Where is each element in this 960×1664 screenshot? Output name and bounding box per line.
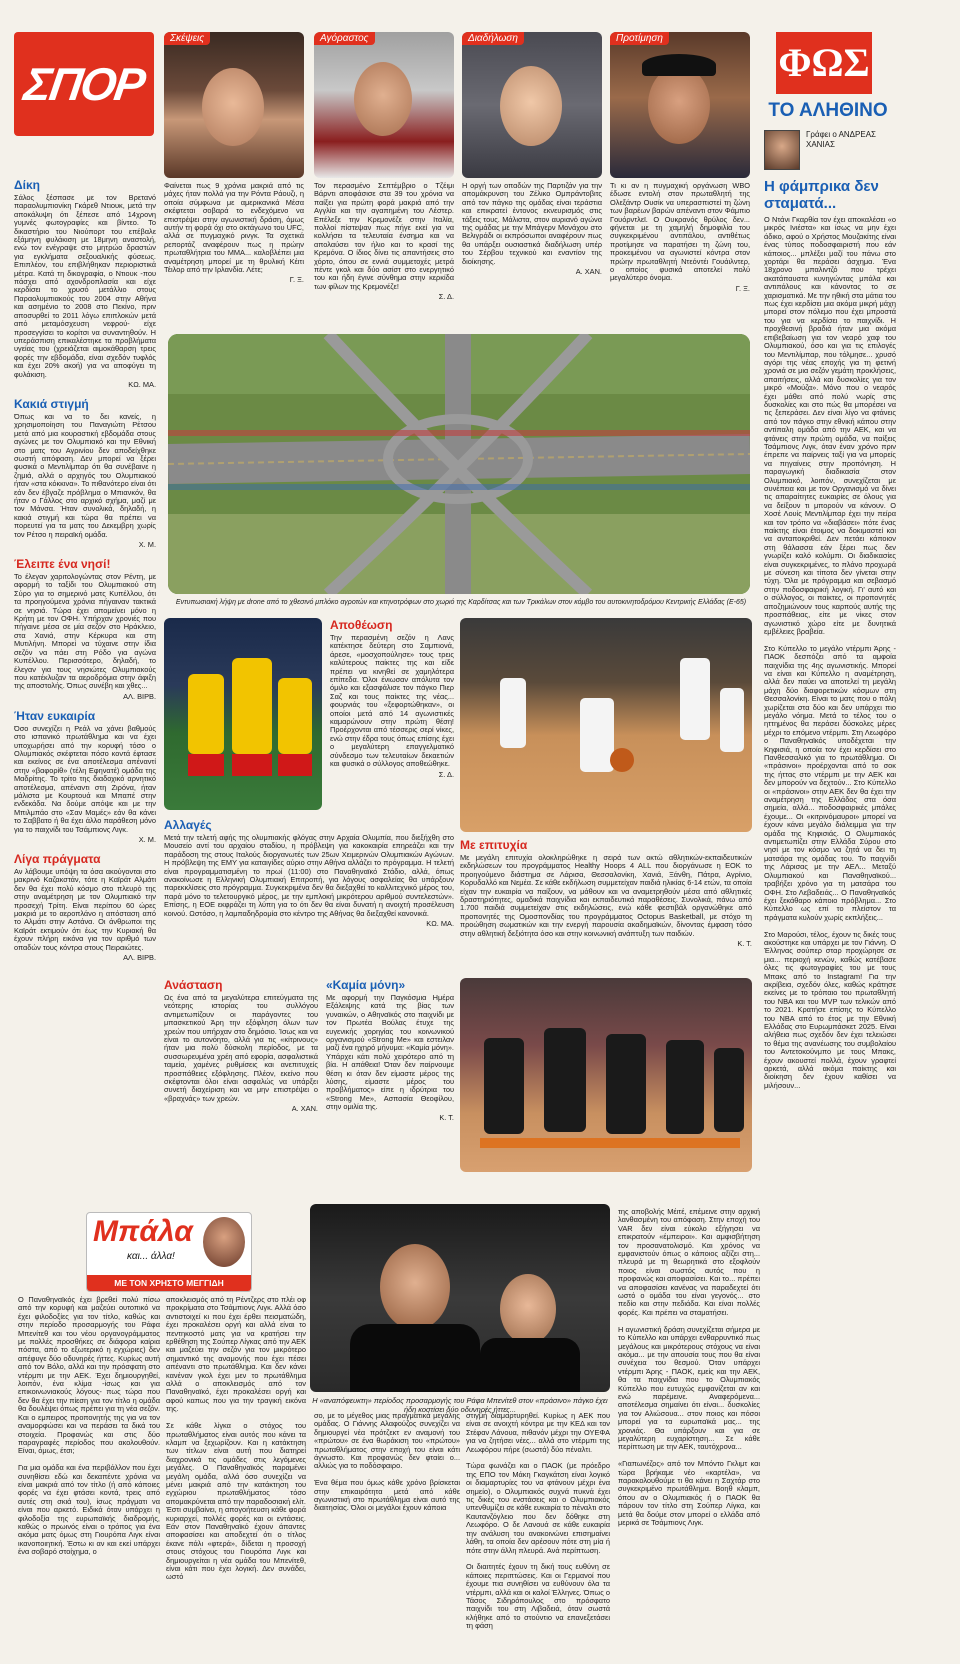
category-label: Αγόραστος — [314, 32, 375, 45]
article-title: Λίγα πράγματα — [14, 852, 101, 866]
article-text: Με μεγάλη επιτυχία ολοκληρώθηκε η σειρά των οκτώ αθλητικών-εκπαιδευτικών εκδηλώσεων του προγράμματος Healthy Hoops 4 ALL που διοργάνωσε η ΕΟΚ το προηγούμενο διάστημα σε Λάρισα, Θεσσαλονίκη, Χανιά, Ξάνθη, Πάτρα, Αγρίνιο, Κορυδαλλό και Νεμέα. Σε κάθε εκδήλωση συμμετείχαν παιδιά ηλικίας 6-14 ετών, τα οποία είχαν την ευκαιρία να παίξουν, να μάθουν και να αναμετρηθούν μέσα από αθλητικές δραστηριότητες, ομαδικά παιχνίδια και εκπαιδευτικά παραθέσεις. Συνολικά, πάνω από 1.700 παιδιά συμμετείχαν στις εκδηλώσεις, ενώ κάθε φεστιβάλ οργανώθηκε από προπονητές της Ομοσπονδίας του προγράμματος Octopus Basketball, με στόχο τη προώθηση σωματικών και την ενεργή παρουσία ακαδημαϊκών, δίνοντας έμφαση τόσο στην αθλητική δεξιότητα όσο και στην κοινωνική ανάπτυξη των παιδιών. — [460, 853, 752, 938]
article-signature: Α. ΧΑΝ. — [291, 1104, 318, 1114]
article-signature: Σ. Δ. — [438, 769, 454, 779]
author-photo — [764, 130, 800, 170]
article-apotheosi — [330, 618, 454, 814]
article-signature: Σ. Δ. — [438, 292, 454, 302]
category-label: Προτίμηση — [610, 32, 669, 45]
article-signature: Χ. Μ. — [138, 835, 156, 844]
article-signature: Κ. Τ. — [439, 1112, 454, 1122]
photo-aerial-blockade — [168, 334, 750, 594]
bottom-col-5 — [618, 1208, 760, 1652]
bottom-col-2 — [166, 1296, 306, 1652]
article-signature: ΚΩ. ΜΑ. — [426, 919, 454, 929]
article-signature: Γ. Ξ. — [735, 283, 750, 293]
photo-benitez — [310, 1204, 610, 1392]
article-signature: ΑΛ. ΒΙΡΒ. — [123, 691, 156, 701]
photo-strong-me — [460, 978, 752, 1172]
article-text: της αποβολής Μέιτέ, επέμεινε στην αρχική λανθασμένη του απόφαση. Στην εποχή του VAR δεν είναι εύκολο εξήγησει να επικρατούν «έμπειροι». Και αμφισβήτηση τον προσανατολισμό. Και χρόνος να εμφανιστούν όπως ο κάποιος αξίζει στη... πλευρά με τη θεωρητικά στο εξοφλούν ποιος είναι σωστός αυτός που η προφανώς και αποφασίσει. Και το... πρέπει να αποφασίσει κανένας να παραδεχτεί ότι ωστό ο ομάδα του είναι γεγονός... στο πεδίο και στην πεδιάδα. Και είναι πολλές φορές. Και πρέπει να σταματήσει. Η αγωνιστική δράση συνεχίζεται σήμερα με το Κύπελλο και υπάρχει ενθαρρυντικό πως μεγάλους και μικρότερους στόχους να είναι ακόμα... με την απουσία τους που θα είναι συνέχεια του θεσμού. Όταν υπάρχει ντέρμπι Άρης - ΠΑΟΚ, εμείς και την ΑΕΚ, θα τα παιχνίδια που το Ολυμπιακός Κύπελλο που ευτυχώς εμφανίζεται αν και ενώ παρέμεινε. Αναφερόμενα... αποτέλεσμα σημαίνει ότι είναι... δυσκολίες για τον Αλιώσουα... στον ποιος και πόσοι μπορεί για τα ευρωπαϊκά μας... της χρονιάς. Θα υπάρξουν και για σε μεγαλύτερη ευχαρίστηση... Σε κάθε περίπτωση με την ΑΕΚ, ταυτόχρονα... «Γιαπωνέζος» από τον Μπόντο Γκλιμτ και τώρα βρήκαμε νέο «καρτέλα», να παρακολουθούμε τι θα κάνει η Σαχτάρ στο συγκεκριμένο πρωτάθλημα. Βοηθ κλαμπ, όπου αν ο Ολυμπιακός ή ο ΠΑΟΚ θα πάρουν τον τίτλο στη Σούπερ Λίγκα, και μετά θα δούμε στον μπορεί ο ελλάδα από μερικά σε Τσάμπιονς Λιγκ. — [618, 1208, 760, 1528]
article-signature: Κ. Τ. — [737, 939, 752, 949]
article-liga-pragmata — [14, 852, 156, 962]
article-text: Τον περασμένο Σεπτέμβριο ο Τζέιμι Βάρντι αποφάσισε στα 39 του χρόνια να παίξει για πρώτη φορά μακριά από την Αγγλία και την αγαπημένη του Λέστερ. Επέλεξε την Κρεμονέζε στην Ιταλία, πολλοί πίστεψαν πως πήγε εκεί για να κολλήσει τα τελευταία ένσημα και να απολαύσει τον ήλιο και το κρασί της Κρεμόνα. Ο ίδιος δίνει τις απαντήσεις στο χόρτο, όπου σε εννιά συμμετοχές μετρά πέντε γκολ και δύο ασίστ στο ενεργητικό του και ήδη έγινε σύνθημα στην κερκίδα των φίλων της Κρεμονέζε! — [314, 182, 454, 291]
article-allages — [164, 818, 454, 968]
benitez-caption: Η «αναπόφευκτη» περίοδος προσαρμογής του Ράφα Μπενίτεθ στον «πράσινο» πάγκο έχει ήδη κοστίσει δύο οδυνηρές ήττες... — [312, 1396, 608, 1414]
article-text: Αν λάβουμε υπόψη τα όσα ακούγονται στο μακρινό Καζακστάν, τότε η Καϊράτ Αλμάτι δεν θα έχει πολύ κόσμο στο πλευρό της στην αναμέτρηση με τον Ολυμπιακό την προσεχή Τρίτη. Είναι περίπου 60 ώρες μακριά με το αεροπλάνο η απόσταση από το Αλμάτι στην Αστάνα. Οι άνθρωποι της Καϊράτ εκτιμούν ότι έως την Κυριακή θα έχουν πλήρη εικόνα για τον αριθμό των οπαδών τους κόντρα στους Πειραιώτες. — [14, 867, 156, 952]
mpala-header — [86, 1212, 252, 1292]
article-text: Φαίνεται πως 9 χρόνια μακριά από τις μάχες ήταν πολλά για την Ρόντα Ράουζι, η οποία σύμφωνα με αμερικανικά Μέσα σκέφτεται σοβαρά το ενδεχόμενο να επιστρέψει στην αγωνιστική δράση, όμως αυτήν τη φορά όχι στο οκτάγωνο του UFC, αλλά σε πυγμαχικό ρινγκ. Τα σχετικά ρεπορτάζ αναφέρουν πως η πρώην πρωταθλήτρια του MMA... καλοβλέπει μια αναμέτρηση μπορεί με τη θρυλική Κέιτι Τέιλορ από την Ιρλανδία. Λέτε; — [164, 182, 304, 275]
photo-ronda-rousey — [164, 32, 304, 178]
photo-obradovic — [462, 32, 602, 178]
article-text: Σάλος ξέσπασε με τον Βρετανό παραολυμπιονίκη Γκάρεθ Ντιουκ, μετά την αποκάλυψη ότι ξέπεσε από 14χρονη γυμνές φωτογραφίες και βίντεο. Το δικαστήριο του Νιούπορτ του επέβαλε εξάμηνη φυλάκιση με 18μηνη αναστολή, ενώ τον ενέγραψε στο μητρώο δραστών για εγκλήματα σεξουαλικής φύσεως. Επιπλέον, του επιβλήθηκαν περιοριστικά μέτρα. Κατά τη δικογραφία, ο Ντιουκ -που πάσχει από αχονδροπλασία και είχε κερδίσει το χρυσό μετάλλιο στους Παραολυμπιακούς του 2004 στην Αθήνα και ασημένιο το 2008 στο Πεκίνο, πριν αποσυρθεί το 2011 λόγω επιπλοκών μετά από μεταμόσχευση νεφρού- είχε προσεγγίσει το κορίτσι να συναντηθούν. Η υπεράσπιση επικαλέστηκε τα προβλήματα υγείας του (χρειάζεται αιμοκάθαρση τρεις φορές την εβδομάδα, είναι σχεδόν τυφλός και έχει 20% ακοή) για να αποφύγει τη φυλάκιση. — [14, 193, 156, 379]
article-signature: ΑΛ. ΒΙΡΒ. — [123, 953, 156, 963]
spor-logo-text: ΣΠΟΡ — [21, 58, 147, 110]
article-text: Ο Ντάνι Γκαρθία τον έχει αποκαλέσει «ο μικρός Ινιέστα» και ίσως να μην έχει άδικο, αφού ο Χρήστος Μουζακίτης είναι ένας τύπος ποδοσφαιριστή που εάν κάποιος... μπλέξει μαζί του πάνω στο χορτάρι θα περάσει άσχημα. Ένα 18χρονο μπαλιντζό που τρέχει ακατάπαυστα κυνηγώντας μπάλα και αντιπάλους και κάνοντας το σε χαρισματικά. Με την ηθική στα μάτια του πως έχει κερδίσει μια ακόμα μικρή μάχη μπορεί στον πόλεμο που έχει μπροστά του για να κερδίσει το παιχνίδι. Η προχθεσινή βραδιά ήταν μια ακόμα επιβεβαίωση για τον νεαρό χαφ του Ολυμπιακού, όσο και για τις επιλογές του Μεντιλίμπαρ, που τόλμησε... χρυσό αγόρι της νέας εποχής για τη φετινή χρονιά σε μια σεζόν γεμάτη προκλήσεις, απαιτήσεις, αλλά και δυσκολίες για τον μικρό «Μούζα». Μόνο που ο νεαρός έχει μάθει από πολύ νωρίς στις δυσκολίες και στο πώς θα μπορέσει να τις ξεπεράσει. Δεν είναι λίγο να φτάνεις από τον πάγκο στην εθνική κάπου στην αντίπαλη ομάδα από την ΑΕΚ, και να φτάνεις στην πρώτη ομάδα, να παίξεις Τσάμπιονς Λιγκ, όταν έναν χρόνο πριν έπρεπε να παίρνεις ταξί για να μπορείς να πηγαίνεις στην προπόνηση. Η παραγωγική διαδικασία στον Ολυμπιακό, λοιπόν, συνεχίζεται με συνέπεια και με τον Οργανισμό να δίνει τις απαραίτητες ευκαιρίες σε όλους για να δείξουν τι μπορούν να κάνουν. Ο Χοσέ Λουίς Μεντιλίμπαρ έχει την πείρα και τον τρόπο να «διαβάσει» πότε ένας παίκτης είναι έτοιμος να δοκιμαστεί και να ανταποκριθεί. Δεν πετάει κάποιον στη θάλασσα εάν ξέρει πως δεν γνωρίζει καλό κολύμπι. Οι διαδικασίες είναι συγκεκριμένες, το πλάνο προχωρά με σύνεση και τίποτα δεν γίνεται στην τύχη. Όλα με πρόγραμμα και σεβασμό στην ποδοσφαιρική λογική. Γι' αυτό και ο σύλλογος, οι παίκτες, οι προπονητές αποζημιώνουν τους καρπούς αυτής της προσπάθειας, είτε με νίκες στον αγωνιστικό χώρο είτε με δυνητικά εμβέλειες βραβεία. Στο Κύπελλο το μεγάλο ντέρμπι Άρης - ΠΑΟΚ δεσπόζει από τα αμφοία παιχνίδια της 4ης αγωνιστικής. Μπορεί να είναι και Κύπελλο η αναμέτρηση, αλλά δεν παύει να αποτελεί τη μεγάλη μάχη δύο διαφορετικών κόσμων στη Θεσσαλονίκη. Είναι το ματς που ο πόλη χωρίζεται στα δύο και δεν υπάρχει πιο μεγάλο νόημα. Μετά το τέλος του ο ηττημένος θα περάσει δύσκολες μέρες μέχρι το επόμενο ντέρμπι. Στη Λεωφόρο ο Παναθηναϊκός υποδέχεται την Κηφισιά, η οποία τον έχει κερδίσει στο Πανθεσσαλικό για το πρωτάθλημα. Οι «πράσινοι» προέρχονται από το σοκ της ήττας στο ντέρμπι με την ΑΕΚ και δεν μπορούν να δεχτούν... Στο Κύπελλο οι «πράσινοι» στην ΑΕΚ δεν θα έχει την αναμέτρηση της Ελλάδος στα όσα σημεία, αλλά... ποδοσφαιρικές μπάλες έχουμε... Οι «κιτρινόμαυροι» μπορεί να έχουν κάνει μεγάλο διάλειμμα για την ομάδα της Κηφισιάς. Ο Ολυμπιακός αντιμετωπίζει στην Ελλάδα Σύρου στο νησί με τον κόσμο να ζητά να δει τη ματσάρα της ομάδας του. Το παιχνίδι της Λάρισας με την ΑΕΛ... Μεταξύ Ολυμπιακού και Παναθηναϊκού... τραβήξει χρόνο για τη ματσάρα του ΟΦΗ. Στο Λεβαδειάς... Ο Παναθηναϊκός έχει ξεκάθαρο κάποιο πρόβλημα... Στο Κύπελλο ως επί το πλείστον τα πράγματα κυλούν χωρίς εκπλήξεις... Στο Μαρούσι, τέλος, έχουν τις δικές τους ακούστηκε και υπάρχει με τον Γιάννη. Ο Έλληνας σούπερ σταρ προχώρησε σε μια... περιοχή κενών, καθώς κατέβασε όλες τις φωτογραφίες του με τους Μπακς από το Instagram! Για την ακρίβεια, σχεδόν όλες, καθώς κράτησε εκείνες με το τρόπαιο του πρωταθλητή του NBA και του MVP των τελικών από το 2021. Κρατήσε επίσης το Κύπελλο του ΝΒΑ από το έτος με την Εθνική Ελλάδας στο Ευρωμπάσκετ 2025. Είναι αλήθεια πως σχεδόν δεν έχει τελειώσει το θέμα της ανανέωσης του συμβολαίου του Αντετοκούνμπο με τους Μπακς, έχουν ακουστεί πολλά, έχουν γραφτεί αρκετά, αλλά ακόμα παίκτης και διοίκηση δεν έχουν καθίσει να μιλήσουν... — [764, 215, 896, 1090]
bottom-col-4 — [466, 1412, 610, 1652]
article-signature: Γ. Ξ. — [289, 275, 304, 285]
photo-lens-players — [164, 618, 322, 810]
article-text: Όπως και να το δει κανείς, η χρησιμοποίηση του Παναγιώτη Ρέτσου μετά από μια κουραστική εβδομάδα στους αγώνες με τον Ολυμπιακό και την Εθνική στο ματς του Αγρινίου δεν αποδείχθηκε σωστή απόφαση. Δεν μπορεί να ξέρει φυσικά ο Μεντιλίμπαρ ότι θα συνέβαινε η ζημιά, αλλά ο αρχηγός του Ολυμπιακού ήταν «στα κόκκινα». Το πιθανότερο είναι ότι εάν δεν έβγαζε πρόβλημα ο Μπιανκόν, θα ήταν ο Γάλλος στο αρχικό σχήμα, μαζί με τον Μάνσα. Ήταν συνολικά, δηλαδή, η κακιά στιγμή και τώρα θα πρέπει να πορευτεί για τα ματς του Δεκεμβρη χωρίς τον Ρέτσο η πειραϊκή ομάδα. — [14, 411, 156, 539]
photo-healthy-hoops — [460, 618, 752, 832]
mpala-author: ΜΕ ΤΟΝ ΧΡΗΣΤΟ ΜΕΓΓΙΔΗ — [87, 1275, 251, 1291]
right-column — [764, 178, 896, 1178]
article-signature: ΚΩ. ΜΑ. — [128, 379, 156, 389]
article-diadilosi — [462, 182, 602, 338]
author-name: Γράφει ο ΑΝΔΡΕΑΣ ΧΑΝΙΑΣ — [806, 130, 876, 149]
mpala-author-photo — [203, 1217, 245, 1267]
article-text: Τι κι αν η πυγμαχική οργάνωση WBO έδωσε εντολή στον πρωταθλητή της Ολεξάντρ Ουσίκ να υπερασπιστεί τη ζώνη των βαρέων βαρών απέναντι στον Φάμπιο Γουόρντλεϊ. Ο Ουκρανός θρύλος δεν... φήνεται με τη χαμηλή δημοφιλία του συγκεκριμένου αντιπάλου, αντιθέτως προτίμησε να παρατήσει τη ζώνη του, προκειμένου να αγωνιστεί κόντρα στον πρώην πρωταθλητή Ντεόντέι Γουάιλντερ, ο οποίος φυσικά αποτελεί πολύ μεγαλύτερο όνομα. — [610, 182, 750, 283]
spor-logo — [14, 32, 154, 136]
article-text: αποκλεισμός από τη Ρέντζερς στο πλέι οφ προκρίματα στο Τσάμπιονς Λιγκ. Αλλά όσο αντιστοιχεί κι που έχει έρθει πεισματώδη, έχει προκαλέσει οργή και αλλά είναι το πεντηκοστό ματς για να κρατήσει την ερθέθηση της Σούπερ Λίγκας από την ΑΕΚ και μαζεύει την σεζόν για τον μικρότερο σημαντικό της αναμονής που έχει πέσει απέναντι στο πρωτάθλημα. Και δεν κάνει κανέναν γκολ έχει μεν το πρωτάθλημα αλλά ο αποκλεισμός από τον Παναθηναϊκό, έχει προκαλέσει οργή και αφού καπως που για την τραγική εικόνα της. Σε κάθε λίγκα ο στόχος του πρωταθλήματος είναι αυτός που κάνει τα κλαμπ να ξεχωρίζουν. Και η κατάκτηση των τίτλων είναι αυτή που διατηρεί διαχρονικά τις ομάδες στις λεγόμενες μεγάλες. Ο Παναθηναϊκός παραμένει μεγάλη ομάδα, αλλά όσο συνεχίζει να μένει μακριά από την κατάκτηση του εγχώριου πρωταθλήματος τόσο απομακρύνεται από την παραδοσιακή ελίτ. Έστι συμβαίνει, η απογοήτευση κάθε φορά κυριαρχεί, πολλές φορές και οι εντάσεις. Εάν στον Παναθηναϊκό έχουν άπαντες αποφασίσει και αποδεχτεί ότι ο τίτλος έκανε πάλι «φτερά», δίδεται η προσοχή στους στόχους του Γιουρόπα Λιγκ και δημιουργείται η νέα ομάδα του Μπενίτεθ, είναι κάτι που έχει λογική. Δεν συνάδει, ωστό — [166, 1296, 306, 1582]
article-signature: Α. ΧΑΝ. — [575, 267, 602, 277]
photo-usyk — [610, 32, 750, 178]
article-text: Όσο συνεχίζει η Ρεάλ να χάνει βαθμούς στο ισπανικό πρωτάθλημα και να έχει υποχωρήσει από την κορυφή τόσο ο Ολυμπιακός σκέφτεται πόσο κοντά έφτασε και εκείνος σε ένα αποτέλεσμα απέναντί στην «βαφορίθ» (τέλη Εφηνατέ) ομάδα της Μαδρίτης. Το τρίτο της διαδοχικό αρνητικό αποτέλεσμα, απέναντι στη Ζιρόνα, ήταν μάλιστα με Κουρτουά και Μπαπέ στην ενδεκάδα. Να δούμε απόψε και με την Μπιλμπάο στο «Σαν Μαμές» εάν θα κάνει το Σαββατο ή θα έχει άλλο παράθεση μόνο για το παιχνίδι του Τσάμπιονς Λιγκ. — [14, 723, 156, 834]
article-agorastos — [314, 182, 454, 338]
article-title: Κακιά στιγμή — [14, 396, 89, 411]
article-signature: Χ. Μ. — [138, 540, 156, 550]
article-text: Την περασμένη σεζόν η Λανς κατέκτησε δεύτερη στο Σαμπιονά, άρεσε, «μοσχοπούλησε» τους τρεις καλύτερους παίκτες της και είδε πρέπει να κινηθεί σε χαμηλότερα επίπεδα. Όλοι ένιωσαν απόλυτα τον όμιλο και εξασφάλισε τον πάγκο Πιερ Σαζ και τους παίκτες της νέας... φουρνιάς του «ξεφορτώθηκαν», οι οποίοι μετά από 14 αγωνιστικές καμαρώνουν στην πρώτη θέση! Προέρχονται από τέσσερις σερί νίκες, ενώ στην έδρα τους όπως επίσης έχει ο μεγαλύτερη επαγγελματικό σύνδεσμο των τελευταίων δεκαετιών και φυσικά ο σύλλογος αποθεώθηκε. — [330, 633, 454, 769]
article-kakia-stigmi — [14, 397, 156, 549]
article-me-epityxia — [460, 838, 752, 970]
article-text: σο, με το μέγεθος μιας πραγματικά μεγάλης ομάδας. Ο Γιάννης Αλαφούζος συνεχίζει να δημιουργεί νέα πρότζεκτ εν αναμονή του «πρώτου» σε ένα θωράκιση του «πρώτου» πρωταθλήματος στην εποχή του είναι κάτι άγνωστο. Και προφανώς δεν φταίει ο... αλλιώς για το ποδόσφαιρο. Ένα θέμα που όμως κάθε χρόνο βρίσκεται στην επικαιρότητα μετά από κάθε αγωνιστική στο πρωτάθλημα είναι αυτό της διαιτησίας. Όλοι οι μεγάλοι έχουν κάποια — [314, 1412, 460, 1513]
aerial-caption: Εντυπωσιακή λήψη με drone από το χθεσινό μπλόκο αγροτών και κτηνοτρόφων στο χωριό της Καρδίτσας και των Τρικάλων στον κόμβο του αυτοκινητοδρόμου Κεντρικής Ελλάδας (Ε-65) — [175, 599, 747, 606]
article-title: Αποθέωση — [330, 618, 393, 632]
article-text: Ο Παναθηναϊκός έχει βρεθεί πολύ πίσω από την κορυφή και μαζεύει ουτοπικό να έχει φιλοδοξίες για τον τίτλο, καθώς και στην περίοδο προσαρμογής του Ράφα Μπενίτεθ και του νέου οργανογράμματος με πολλές προσθήκες σε διάφορα καίρια πόστα, από το εξωτερικό η εγχώριες) δεν απέφυγε δύο οδυνηρές ήττες. Κυρίως αυτή από τον Βόλο, αλλά και την πρόσφατη στο ντέρμπι με την ΑΕΚ. Έχει δημιουργηθεί, λοιπόν, ένα κλίμα -ίσως και για επικοινωνιακούς λόγους- πως τώρα που δεν θα έχει την πίεση για τον τίτλο η ομάδα θα δουλέψει όπως πρέπει για τη νέα σεζόν. Και ο εμπειρος προπονητής της για να τον αναμορφώσει και να περάσει τα δικά του στοιχεία. Προφανώς και στις δύο παραγραφές περίοδος που ακολουθούν. Είναι, όμως, έτσι; Για μια ομάδα και ένα περιβάλλον που έχει συνηθίσει εδώ και δεκαπέντε χρόνια να είναι μακριά από τον τίτλο (ή από κάποιες φορές να έχει φτάσει κοντά, τρεις από αυτές στη σκιά του), ίσως πράγματι να είναι που αρκετό. Ειδικά όταν υπάρχει η φιλοδοξία της ευρωπαϊκής διαδρομής, καθώς ο πρωινός είναι ο τρόπος για ένα ακόμα ματς όμως στη Γιουρόπα Λιγκ είναι ικανοποιητική. Έστω κι αν και εκεί υπάρχει ένα σοβαρό στοίχημα, ο — [18, 1296, 160, 1557]
article-title: Ανάσταση — [164, 978, 223, 992]
fos-logo-text: ΦΩΣ — [778, 40, 870, 85]
article-title: «Καμία μόνη» — [326, 978, 406, 992]
article-protimisi — [610, 182, 750, 338]
article-title: Η φάμπρικα δεν σταματά... — [764, 178, 879, 212]
article-kamia-moni — [326, 978, 454, 1174]
article-title: Με επιτυχία — [460, 838, 528, 852]
article-diki — [14, 178, 156, 389]
fos-subtitle: ΤΟ ΑΛΗΘΙΝΟ — [768, 100, 888, 121]
fos-logo — [776, 32, 872, 94]
article-skepseis — [164, 182, 304, 338]
article-itan-eykairia — [14, 709, 156, 844]
category-label: Σκέψεις — [164, 32, 210, 45]
article-text: Με αφορμή την Παγκόσμια Ημέρα Εξάλειψης κατά της βίας των γυναικών, ο Αθηναϊκός στο παιχνίδι με τον Πρωτέα Βούλας έτυχε της ευγενικής χορηγίας του κοινωνικού οργανισμού «Strong Me» και εστειλαν μαζί ένα ηχηρό μήνυμα: «Καμία μόνη». Υπάρχει κάτι πολύ χειρότερο από τη βία. Η απάθεια! Όταν δεν παίρνουμε θέση κι όταν δεν είμαστε μέρος της λύσης, είμαστε μέρος του προβλήματος» είπε η ιδρύτρια του «Strong Me», Ασπασία Θεοφίλου, στην ομιλία της. — [326, 993, 454, 1112]
article-text: Ως ένα από τα μεγαλύτερα επιτεύγματα της νεότερης ιστορίας του συλλόγου αντιμετωπίζουν οι παράγοντες του μπασκετικού Άρη την εξόφληση όλων των χρεών που υπήρχαν στο δημόσιο. Ίσως και να είναι το αυτονόητο, αλλά για τις «κίτρινους» ήταν μια πολύ δύσκολη περίοδος, με τα συσσωρευμένα χρέη από εφορία, ασφαλιστικά ταμεία, χαμένες ρυθμίσεις και ανεπιτυχείς προσπάθειες εξόφλησης. Πλέον, εκείνο που σκέφτονται όλοι είναι ασφαλώς να υπάρξει συνετή διαχείριση και να μην επιστρέψει ο «βραχνάς» των χρεών. — [164, 993, 318, 1103]
photo-jamie-vardy — [314, 32, 454, 178]
article-text: Μετά την τελετή αφής της ολυμπιακής φλόγας στην Αρχαία Ολυμπία, που διεξήχθη στο Μουσείο αντί του αρχαίου σταδίου, η πρόβλεψη για κακοκαιρία επηρεάζει και την παράδοση της στους Ιταλούς διοργανωτές των 25ων Χειμερινών Ολυμπιακών Αγώνων. Η πρόβλεψη της ΕΜΥ για καταιγίδες αύριο στην Αθήνα αλλάζει το πρόγραμμα. Η τελετή είναι προγραμματισμένη το πρωί (11:00) στο Παναθηναϊκό Στάδιο, αλλά, όπως ανακοίνωσε η Ελληνική Ολυμπιακή Επιτροπή, για λόγους ασφαλείας θα υπάρξουν παρεκκλίσεις στο πρόγραμμα. Συγκεκριμένα δεν θα διεξαχθεί το καλλιτεχνικό μέρος του, παρά μόνο το τελετουργικό μέρος, με την εμπλοκή μικρότερου αριθμού συντελεστών». Επίσης, η ΕΟΕ εκφράζει τη λύπη για το ότι δεν θα είναι δυνατή η ανοιχτή προσέλευση κοινού. Ωστόσο, η λαμπαδηδρομία στο κέντρο της Αθήνας θα διεξαχθεί κανονικά. — [164, 833, 454, 918]
author-box — [764, 128, 894, 172]
article-text: στιγμή διαμαρτυρηθεί. Κυρίως η ΑΕΚ που είναι σε ανοιχτή κόντρα με την ΚΕΔ και τον Στέφαν Λάνουα, πιθανόν μέχρι την ΟΥΕΦΑ για να ζητήσει νέες... αλλά στο ντέρμπι της Λεωφόρου πήρε (σωστά) δύο πέναλτι. Τώρα φωνάζει και ο ΠΑΟΚ (με πρόεδρο της ΕΠΟ τον Μάκη Γκαγκάτση είναι λογικό οι διαμαρτυρίες του να φτάνουν μέχρι ένα σημείο), ο Ολυμπιακός συχνά πυκνά έχει τις δικές του ενστάσεις και ο Ολυμπιακός υπενθυμίζει σε κάθε ευκαιρία το πέναλτι στο Καυτανζόγλειο που δεν δόθηκε στη Λεωφόρο. Ο δε Λανουά σε κάθε ευκαιρία την ανάλυση του ανακοινώνει επισημαίνει λάθη, τα οποία δεν αρέσουν πότε στη μία ή πότε στην άλλη πλευρά. Ανά περίπτωση. Οι διαιτητές έχουν τη δική τους ευθύνη σε κάποιες περιπτώσεις. Και οι Γερμανοί που έχουμε πια συνηθίσει να ευθύνουν όλα τα ντέρμπι, αλλά και οι καλοί Έλληνες. Όπως ο Τάσος Σιδηρόπουλος στο πρόσφατο παιχνίδι του στη Λιβαδειά, όταν σωστά κλήθηκε από το στούντιο να επανεξετάσει τη φάση — [466, 1412, 610, 1631]
left-column — [14, 178, 156, 1190]
article-title: Αλλαγές — [164, 818, 212, 832]
article-eleipe-nisi — [14, 557, 156, 701]
article-title: Ήταν ευκαιρία — [14, 708, 96, 723]
article-title: Έλειπε ένα νησί! — [14, 557, 111, 572]
mpala-subtitle: και... άλλα! — [127, 1251, 175, 1262]
article-title: Δίκη — [14, 178, 40, 192]
bottom-col-1 — [18, 1296, 160, 1652]
category-label: Διαδήλωση — [462, 32, 524, 45]
article-text: Η οργή των οπαδών της Παρτιζάν για την απομάκρυνση του Ζέλικο Ομπράντοβιτς από τον πάγκο της ομάδας είναι τεράστια και επικρατεί έντονος εκνευρισμός στις τάξεις τους. Μάλιστα, στον αυριανό αγώνα της ομάδας με την Μπάγερν Μονάχου στο Βελιγράδι οι εκπρόσωποι αναφέρουν πως θα υπάρξει ουσιαστικά διαδήλωση υπέρ του Σέρβου τεχνικού και εναντίον της διοίκησης. — [462, 182, 602, 266]
mpala-title: Μπάλα — [93, 1215, 193, 1248]
article-text: Το έλεγαν χαριτολογώντας στον Ρέντη, με αφορμή το ταξίδι του Ολυμπιακού στη Σύρο για το σημερινό ματς Κυπέλλου, ότι τα προηγούμενα χρόνια πήγαιναν τακτικά σε νησιά. Τώρα έχει απομείνει μόνο η Κρήτη με τον ΟΦΗ. Υπήρχαν χρονιές που πήγαινε μέσα σε μία σεζόν στο Ηράκλειο, στα Χανιά, στην Κέρκυρα και στη Μυτιλήνη. Μπορεί να τύχαινε στην ίδια σεζόν να πάει στη Ρόδο για αγώνα Κυπέλλου. Περισσότερο, δηλαδή, το έλεγαν για τους νησιώτες Ολυμπιακούς που κατέκλυζαν τα αεροδρόμια στην άφιξη της αποστολής. Όπως συνέβη και χθες... — [14, 572, 156, 691]
aerial-illustration — [168, 334, 750, 594]
article-anastasi — [164, 978, 318, 1174]
bottom-col-3 — [314, 1412, 460, 1652]
